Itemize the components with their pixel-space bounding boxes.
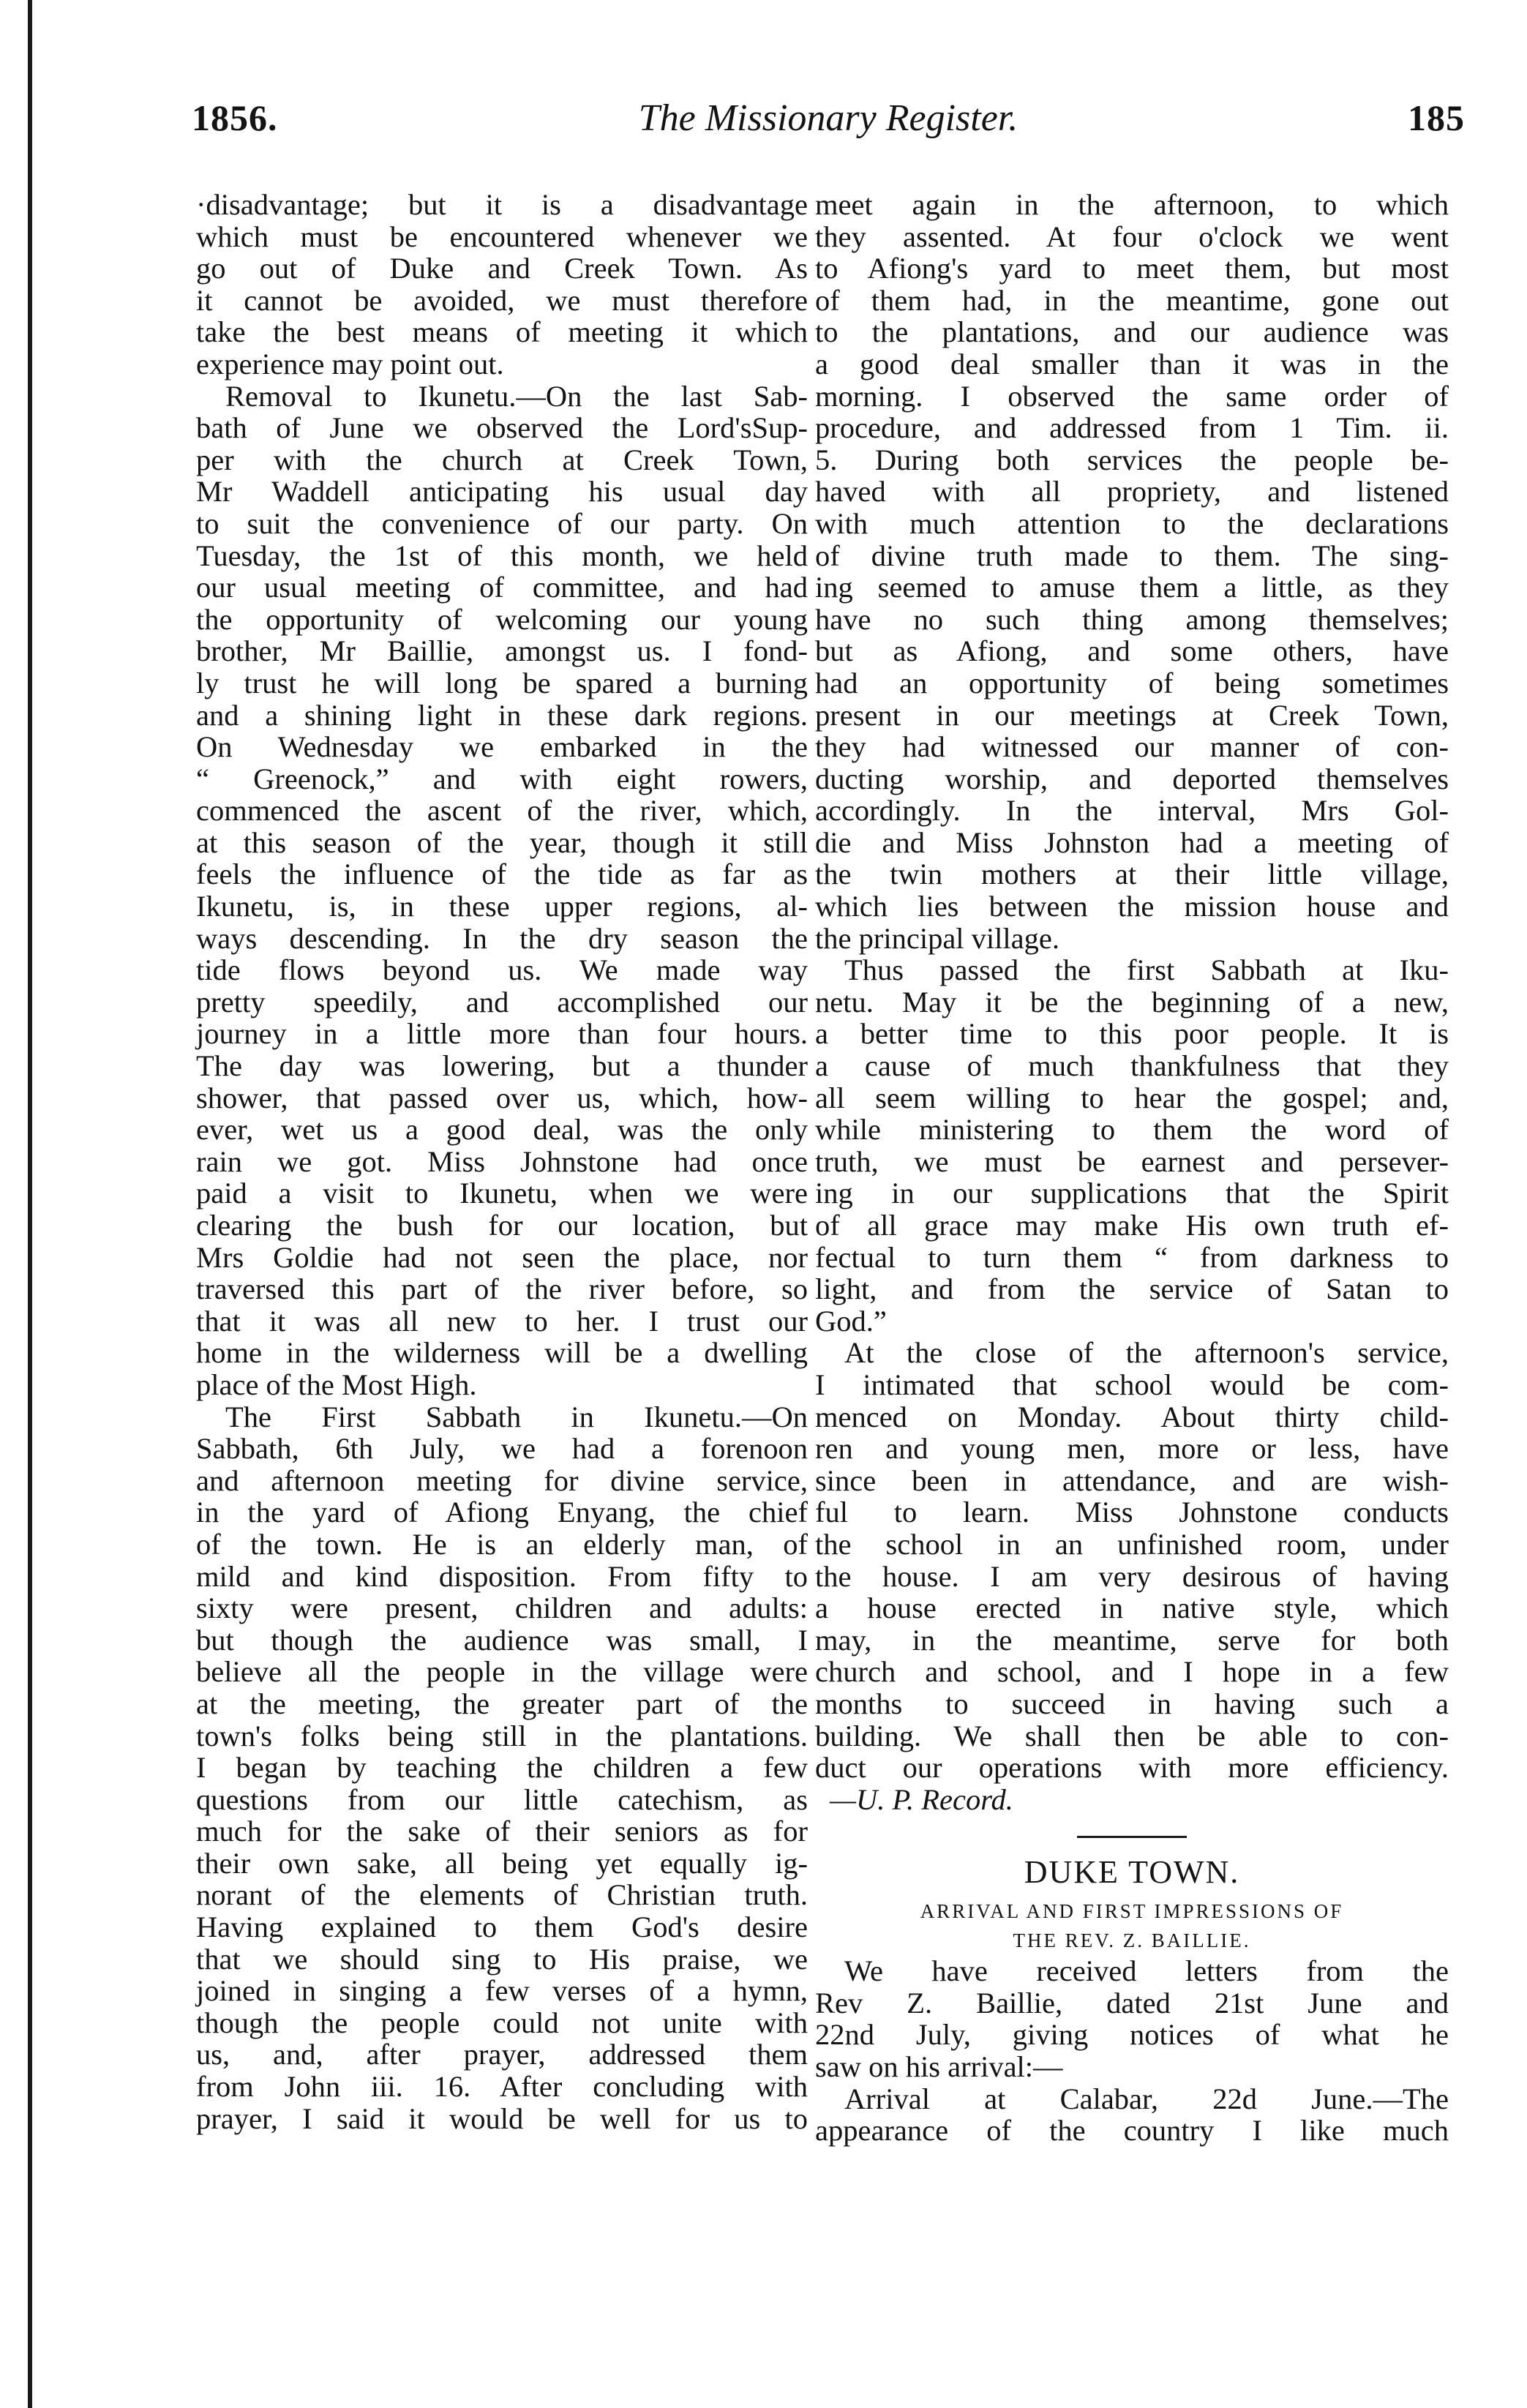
text-line: while ministering to them the word of [815, 1113, 1449, 1147]
text-line: Removal to Ikunetu.—On the last Sab- [225, 379, 808, 413]
text-line: it cannot be avoided, we must therefore [196, 283, 808, 317]
text-line: our usual meeting of committee, and had [196, 571, 808, 604]
text-line: per with the church at Creek Town, [196, 443, 808, 476]
section-title: DUKE TOWN. [1024, 1854, 1240, 1891]
text-line: clearing the bush for our location, but [196, 1209, 808, 1242]
text-line: die and Miss Johnston had a meeting of [815, 825, 1449, 859]
text-line: truth, we must be earnest and persever- [815, 1144, 1449, 1178]
text-line: meet again in the afternoon, to which [815, 188, 1449, 221]
section-subtitle: ARRIVAL AND FIRST IMPRESSIONS OF [920, 1900, 1344, 1923]
text-line: Mr Waddell anticipating his usual day [196, 475, 808, 509]
text-line: Arrival at Calabar, 22d June.—The [844, 2082, 1449, 2115]
text-line: The First Sabbath in Ikunetu.—On [225, 1400, 808, 1433]
text-line: much for the sake of their seniors as for [196, 1815, 808, 1848]
text-line: Having explained to them God's desire [196, 1910, 808, 1944]
text-line: ly trust he will long be spared a burning [196, 666, 808, 699]
text-line: ing seemed to amuse them a little, as they [815, 571, 1449, 604]
text-line: “ Greenock,” and with eight rowers, [196, 762, 808, 795]
text-line: feels the influence of the tide as far as [196, 858, 808, 891]
text-line: home in the wilderness will be a dwelling [196, 1336, 808, 1370]
text-line: to the plantations, and our audience was [815, 315, 1449, 349]
text-line: place of the Most High. [196, 1368, 477, 1401]
text-line: in the yard of Afiong Enyang, the chief [196, 1496, 808, 1529]
text-line: rain we got. Miss Johnstone had once [196, 1144, 808, 1178]
text-line: present in our meetings at Creek Town, [815, 698, 1449, 732]
text-line: sixty were present, children and adults: [196, 1591, 808, 1625]
text-line: bath of June we observed the Lord'sSup- [196, 411, 808, 445]
text-line: mild and kind disposition. From fifty to [196, 1559, 808, 1593]
page-number: 185 [1408, 97, 1465, 138]
text-line: Thus passed the first Sabbath at Iku- [844, 953, 1449, 987]
text-line: accordingly. In the interval, Mrs Gol- [815, 794, 1449, 828]
right-column [815, 189, 1449, 2147]
left-column [196, 189, 808, 2134]
text-line: at the meeting, the greater part of the [196, 1687, 808, 1720]
text-line: Ikunetu, is, in these upper regions, al- [196, 890, 808, 923]
text-line: that it was all new to her. I trust our [196, 1304, 808, 1338]
text-line: ing in our supplications that the Spirit [815, 1177, 1449, 1210]
text-line: church and school, and I hope in a few [815, 1655, 1449, 1689]
text-line: haved with all propriety, and listened [815, 475, 1449, 509]
text-line: netu. May it be the beginning of a new, [815, 985, 1449, 1019]
text-line: 22nd July, giving notices of what he [815, 2018, 1449, 2052]
text-line: go out of Duke and Creek Town. As [196, 252, 808, 285]
text-line: ren and young men, more or less, have [815, 1432, 1449, 1466]
text-line: town's folks being still in the plantations. [196, 1719, 808, 1752]
text-line: the twin mothers at their little village, [815, 858, 1449, 891]
text-line: at this season of the year, though it still [196, 825, 808, 859]
text-line: take the best means of meeting it which [196, 315, 808, 349]
text-line: procedure, and addressed from 1 Tim. ii. [815, 411, 1449, 445]
text-line: pretty speedily, and accomplished our [196, 985, 808, 1019]
text-line: the school in an unfinished room, under [815, 1527, 1449, 1561]
text-line: since been in attendance, and are wish- [815, 1463, 1449, 1497]
text-line: but though the audience was small, I [196, 1623, 808, 1657]
text-line: a house erected in native style, which [815, 1591, 1449, 1625]
text-line: the opportunity of welcoming our young [196, 602, 808, 636]
text-line: questions from our little catechism, as [196, 1782, 808, 1816]
text-line: from John iii. 16. After concluding with [196, 2070, 808, 2104]
text-line: At the close of the afternoon's service, [844, 1336, 1449, 1370]
text-line: 5. During both services the people be- [815, 443, 1449, 476]
text-line: a better time to this poor people. It is [815, 1017, 1449, 1051]
text-line: a cause of much thankfulness that they [815, 1049, 1449, 1083]
text-line: Rev Z. Baillie, dated 21st June and [815, 1986, 1449, 2019]
page-header [192, 97, 1465, 162]
text-line: of all grace may make His own truth ef- [815, 1209, 1449, 1242]
text-line: traversed this part of the river before, so [196, 1272, 808, 1306]
text-line: experience may point out. [196, 347, 504, 380]
text-line: may, in the meantime, serve for both [815, 1623, 1449, 1657]
text-line: a good deal smaller than it was in the [815, 347, 1449, 380]
text-line: prayer, I said it would be well for us to [196, 2101, 808, 2135]
text-line: I intimated that school would be com- [815, 1368, 1449, 1401]
header-year: 1856. [192, 97, 278, 138]
text-line: norant of the elements of Christian truth. [196, 1878, 808, 1912]
text-line: joined in singing a few verses of a hymn, [196, 1974, 808, 2008]
text-line: us, and, after prayer, addressed them [196, 2038, 808, 2071]
text-line: they assented. At four o'clock we went [815, 220, 1449, 253]
text-line: building. We shall then be able to con- [815, 1719, 1449, 1752]
text-line: fectual to turn them “ from darkness to [815, 1240, 1449, 1274]
text-line: had an opportunity of being sometimes [815, 666, 1449, 699]
text-line: shower, that passed over us, which, how- [196, 1081, 808, 1114]
text-line: ducting worship, and deported themselves [815, 762, 1449, 795]
text-line: brother, Mr Baillie, amongst us. I fond- [196, 634, 808, 668]
text-line: appearance of the country I like much [815, 2114, 1449, 2148]
section-subtitle: THE REV. Z. BAILLIE. [1013, 1929, 1251, 1952]
text-line: have no such thing among themselves; [815, 602, 1449, 636]
text-line: Mrs Goldie had not seen the place, nor [196, 1240, 808, 1274]
text-line: the house. I am very desirous of having [815, 1559, 1449, 1593]
text-line: saw on his arrival:— [815, 2050, 1063, 2084]
text-line: The day was lowering, but a thunder [196, 1049, 808, 1083]
text-line: journey in a little more than four hours. [196, 1017, 808, 1051]
text-line: though the people could not unite with [196, 2006, 808, 2039]
text-line: ·disadvantage; but it is a disadvantage [196, 188, 808, 221]
text-line: months to succeed in having such a [815, 1687, 1449, 1720]
text-line: ful to learn. Miss Johnstone conducts [815, 1496, 1449, 1529]
text-line: God.” [815, 1304, 887, 1338]
text-line: the principal village. [815, 921, 1060, 955]
text-line: menced on Monday. About thirty child- [815, 1400, 1449, 1433]
text-line: morning. I observed the same order of [815, 379, 1449, 413]
text-line: Tuesday, the 1st of this month, we held [196, 539, 808, 572]
text-line: but as Afiong, and some others, have [815, 634, 1449, 668]
text-line: of divine truth made to them. The sing- [815, 539, 1449, 572]
text-line: believe all the people in the village were [196, 1655, 808, 1689]
text-line: and a shining light in these dark regions. [196, 698, 808, 732]
text-line: to suit the convenience of our party. On [196, 506, 808, 540]
text-line: that we should sing to His praise, we [196, 1942, 808, 1976]
text-line: all seem willing to hear the gospel; and, [815, 1081, 1449, 1114]
section-divider [1077, 1836, 1187, 1838]
text-line: which must be encountered whenever we [196, 220, 808, 253]
text-line: ever, wet us a good deal, was the only [196, 1113, 808, 1147]
text-line: duct our operations with more efficiency. [815, 1751, 1449, 1785]
text-line: I began by teaching the children a few [196, 1751, 808, 1785]
text-line: of the town. He is an elderly man, of [196, 1527, 808, 1561]
text-line: We have received letters from the [844, 1954, 1449, 1988]
text-line: commenced the ascent of the river, which, [196, 794, 808, 828]
text-line: ways descending. In the dry season the [196, 921, 808, 955]
binding-edge-rule [28, 0, 32, 2408]
journal-title: The Missionary Register. [638, 97, 1018, 139]
text-line: light, and from the service of Satan to [815, 1272, 1449, 1306]
text-line: their own sake, all being yet equally ig- [196, 1846, 808, 1880]
text-line: to Afiong's yard to meet them, but most [815, 252, 1449, 285]
text-line: of them had, in the meantime, gone out [815, 283, 1449, 317]
text-line: tide flows beyond us. We made way [196, 953, 808, 987]
text-line: and afternoon meeting for divine service, [196, 1463, 808, 1497]
source-attribution: —U. P. Record. [830, 1782, 1013, 1816]
text-line: paid a visit to Ikunetu, when we were [196, 1177, 808, 1210]
text-line: which lies between the mission house and [815, 890, 1449, 923]
text-line: On Wednesday we embarked in the [196, 730, 808, 764]
text-line: with much attention to the declarations [815, 506, 1449, 540]
text-line: they had witnessed our manner of con- [815, 730, 1449, 764]
text-line: Sabbath, 6th July, we had a forenoon [196, 1432, 808, 1466]
